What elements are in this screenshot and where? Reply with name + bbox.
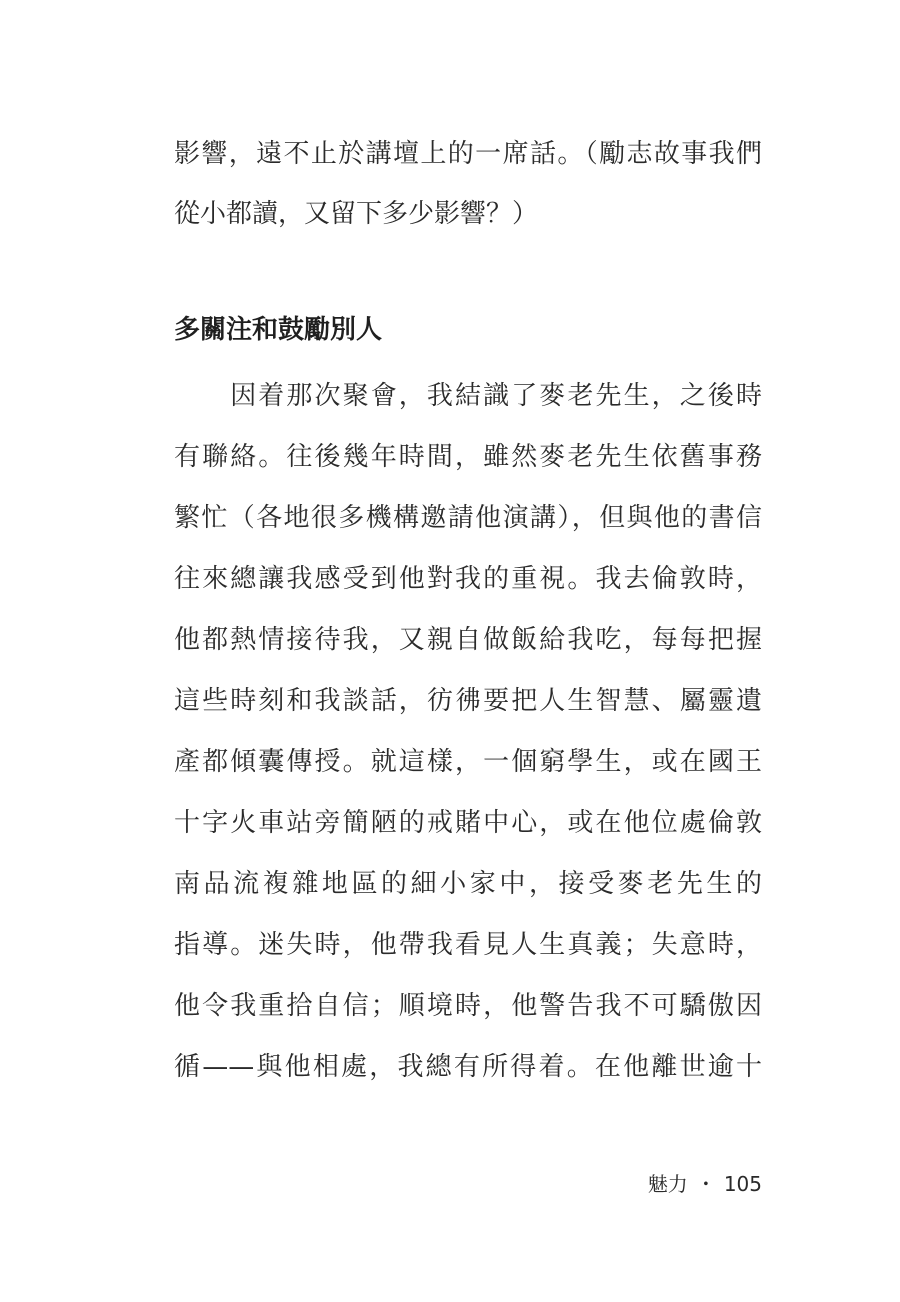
intro-line: 從小都讀，又留下多少影響？） [174, 199, 539, 229]
body-line: 循——與他相處，我總有所得着。在他離世逾十 [174, 1052, 762, 1082]
section-heading: 多關注和鼓勵別人 [174, 315, 383, 345]
body-line: 繁忙（各地很多機構邀請他演講），但與他的書信 [174, 503, 762, 533]
page-footer [648, 1170, 762, 1198]
footer-separator: ・ [695, 1172, 716, 1196]
body-line: 這些時刻和我談話，彷彿要把人生智慧、屬靈遺 [174, 686, 762, 716]
page-number: 105 [723, 1172, 762, 1196]
body-line: 他都熱情接待我，又親自做飯給我吃，每每把握 [174, 625, 762, 655]
body-line: 往來總讓我感受到他對我的重視。我去倫敦時， [174, 564, 762, 594]
body-line: 他令我重拾自信；順境時，他警告我不可驕傲因 [174, 991, 762, 1021]
chapter-title: 魅力 [647, 1172, 688, 1196]
body-line: 南品流複雜地區的細小家中，接受麥老先生的 [174, 869, 762, 899]
body-line: 指導。迷失時，他帶我看見人生真義；失意時， [174, 930, 762, 960]
intro-line: 影響，遠不止於講壇上的一席話。（勵志故事我們 [174, 139, 762, 169]
body-line: 產都傾囊傳授。就這樣，一個窮學生，或在國王 [174, 747, 762, 777]
body-line: 因着那次聚會，我結識了麥老先生，之後時 [174, 381, 762, 411]
body-line: 有聯絡。往後幾年時間，雖然麥老先生依舊事務 [174, 442, 762, 472]
body-line: 十字火車站旁簡陋的戒賭中心，或在他位處倫敦 [174, 808, 762, 838]
